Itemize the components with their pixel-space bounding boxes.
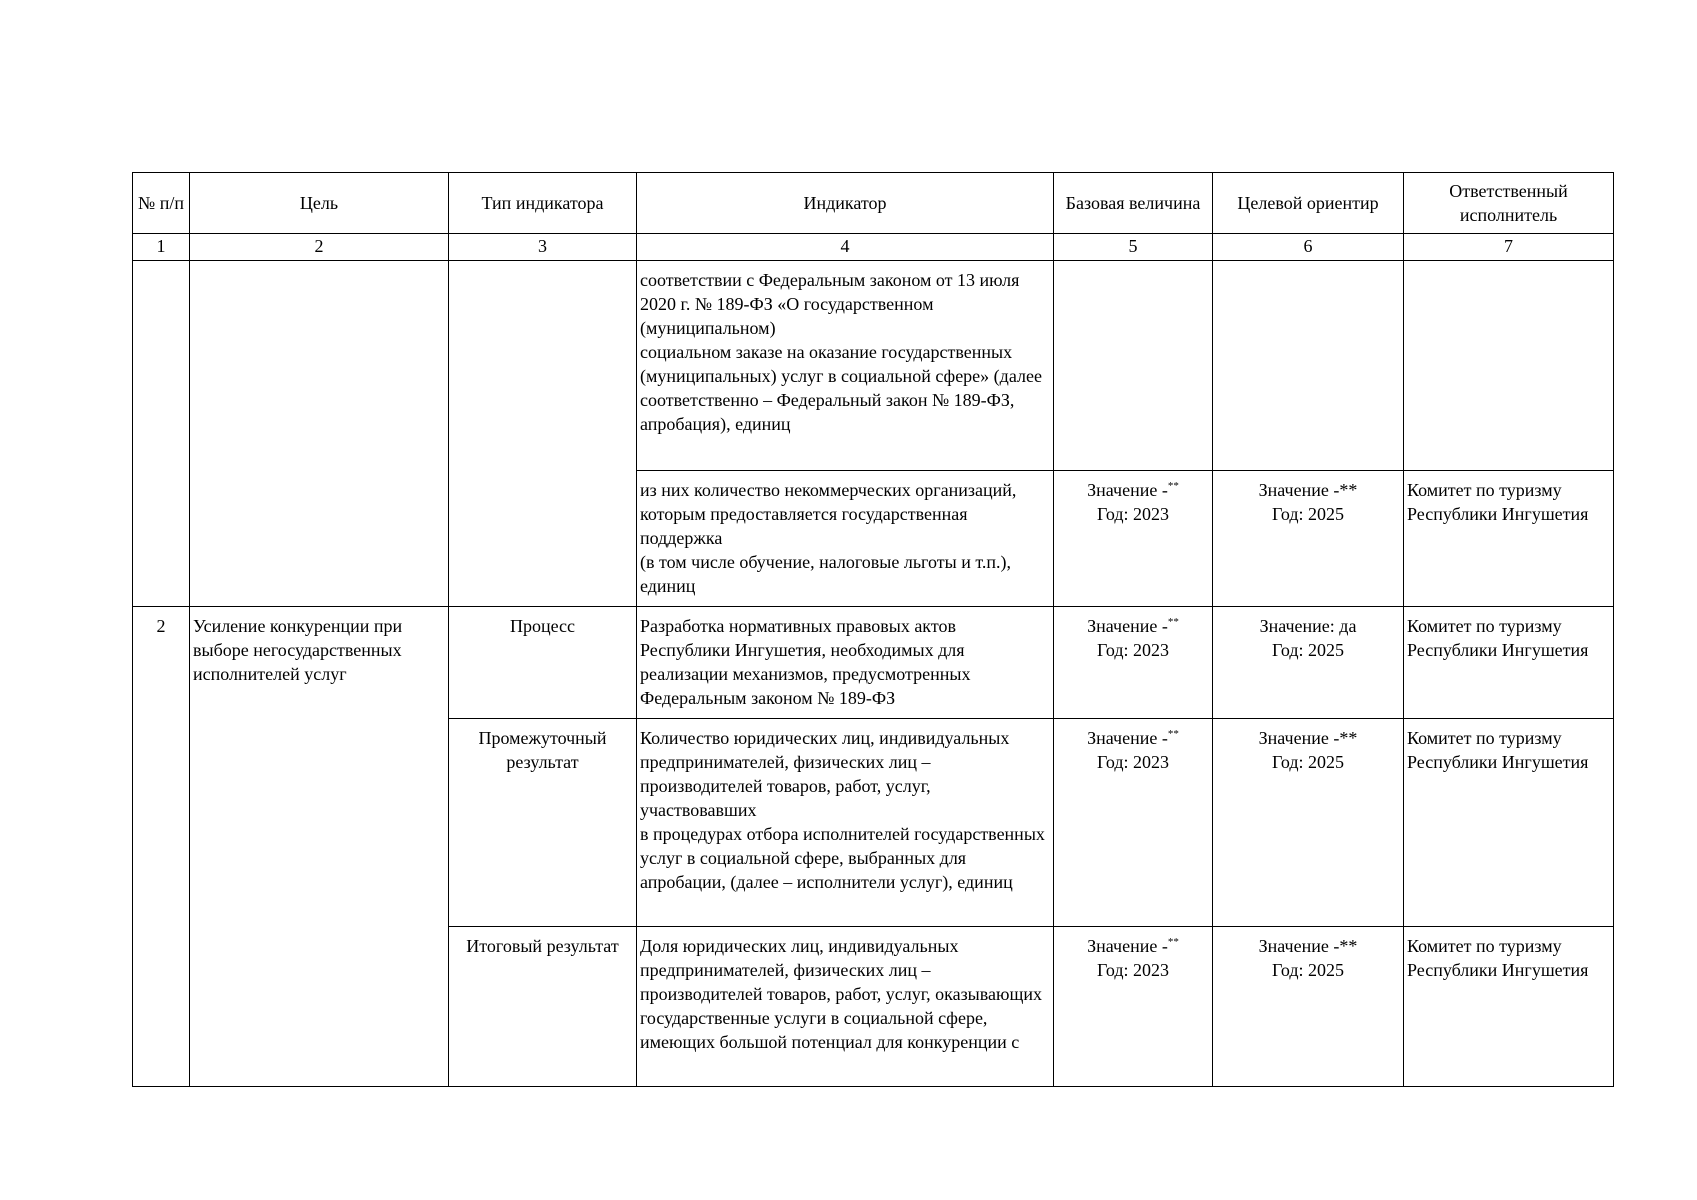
header-indicator-type: Тип индикатора bbox=[449, 173, 637, 234]
indicator-cell: Доля юридических лиц, индивидуальных предпринимателей, физических лиц – производителей товаров, работ, услуг, оказывающих государственные услуги в социальной сфере, имеющих большой потенциал для конкуренции с bbox=[637, 927, 1054, 1087]
type-cell: Итоговый результат bbox=[449, 927, 637, 1087]
executor-cell: Комитет по туризму Республики Ингушетия bbox=[1404, 719, 1614, 927]
indicator-table bbox=[132, 172, 1614, 1087]
column-number: 3 bbox=[449, 234, 637, 261]
footnote-mark: ** bbox=[1167, 616, 1179, 628]
executor-cell bbox=[1404, 261, 1614, 471]
base-value: Значение - bbox=[1087, 728, 1168, 748]
executor-cell: Комитет по туризму Республики Ингушетия bbox=[1404, 471, 1614, 607]
target-year: Год: 2025 bbox=[1272, 640, 1344, 660]
base-cell bbox=[1054, 471, 1213, 607]
base-value: Значение - bbox=[1087, 480, 1168, 500]
target-cell bbox=[1213, 607, 1404, 719]
goal-cell: Усиление конкуренции при выборе негосударственных исполнителей услуг bbox=[190, 607, 449, 1087]
header-executor: Ответственный исполнитель bbox=[1404, 173, 1614, 234]
base-year: Год: 2023 bbox=[1097, 640, 1169, 660]
table-row bbox=[133, 607, 1614, 719]
goal-cell bbox=[190, 261, 449, 607]
column-number: 4 bbox=[637, 234, 1054, 261]
num-cell: 2 bbox=[133, 607, 190, 1087]
target-value: Значение: да bbox=[1259, 616, 1357, 636]
column-number: 5 bbox=[1054, 234, 1213, 261]
base-value: Значение - bbox=[1087, 616, 1168, 636]
indicator-cell: Разработка нормативных правовых актов Республики Ингушетия, необходимых для реализации механизмов, предусмотренных Федеральным законом № 189-ФЗ bbox=[637, 607, 1054, 719]
column-number: 7 bbox=[1404, 234, 1614, 261]
base-year: Год: 2023 bbox=[1097, 960, 1169, 980]
header-target: Целевой ориентир bbox=[1213, 173, 1404, 234]
base-year: Год: 2023 bbox=[1097, 752, 1169, 772]
target-cell bbox=[1213, 719, 1404, 927]
executor-cell: Комитет по туризму Республики Ингушетия bbox=[1404, 607, 1614, 719]
header-indicator: Индикатор bbox=[637, 173, 1054, 234]
type-cell: Процесс bbox=[449, 607, 637, 719]
footnote-mark: ** bbox=[1167, 480, 1179, 492]
footnote-mark: ** bbox=[1167, 728, 1179, 740]
base-cell bbox=[1054, 719, 1213, 927]
column-number-row bbox=[133, 234, 1614, 261]
table-row bbox=[133, 261, 1614, 471]
base-cell bbox=[1054, 261, 1213, 471]
target-year: Год: 2025 bbox=[1272, 504, 1344, 524]
base-year: Год: 2023 bbox=[1097, 504, 1169, 524]
column-number: 1 bbox=[133, 234, 190, 261]
footnote-mark: ** bbox=[1167, 936, 1179, 948]
target-value: Значение -** bbox=[1258, 728, 1358, 748]
target-cell bbox=[1213, 471, 1404, 607]
header-num: № п/п bbox=[133, 173, 190, 234]
type-cell: Промежуточный результат bbox=[449, 719, 637, 927]
indicator-cell: соответствии с Федеральным законом от 13 июля 2020 г. № 189-ФЗ «О государственном (муниципальном) социальном заказе на оказание государственных (муниципальных) услуг в социальной сфере» (далее соответственно – Федеральный закон № 189-ФЗ, апробация), единиц bbox=[637, 261, 1054, 471]
target-year: Год: 2025 bbox=[1272, 960, 1344, 980]
target-cell bbox=[1213, 261, 1404, 471]
base-value: Значение - bbox=[1087, 936, 1168, 956]
header-base-value: Базовая величина bbox=[1054, 173, 1213, 234]
base-cell bbox=[1054, 607, 1213, 719]
column-number: 6 bbox=[1213, 234, 1404, 261]
indicator-cell: Количество юридических лиц, индивидуальных предпринимателей, физических лиц – производителей товаров, работ, услуг, участвовавших в процедурах отбора исполнителей государственных услуг в социальной сфере, выбранных для апробации, (далее – исполнители услуг), единиц bbox=[637, 719, 1054, 927]
target-value: Значение -** bbox=[1258, 936, 1358, 956]
target-cell bbox=[1213, 927, 1404, 1087]
type-cell bbox=[449, 261, 637, 607]
target-year: Год: 2025 bbox=[1272, 752, 1344, 772]
column-number: 2 bbox=[190, 234, 449, 261]
executor-cell: Комитет по туризму Республики Ингушетия bbox=[1404, 927, 1614, 1087]
num-cell bbox=[133, 261, 190, 607]
indicator-cell: из них количество некоммерческих организаций, которым предоставляется государственная поддержка (в том числе обучение, налоговые льготы и т.п.), единиц bbox=[637, 471, 1054, 607]
header-row bbox=[133, 173, 1614, 234]
target-value: Значение -** bbox=[1258, 480, 1358, 500]
header-goal: Цель bbox=[190, 173, 449, 234]
base-cell bbox=[1054, 927, 1213, 1087]
